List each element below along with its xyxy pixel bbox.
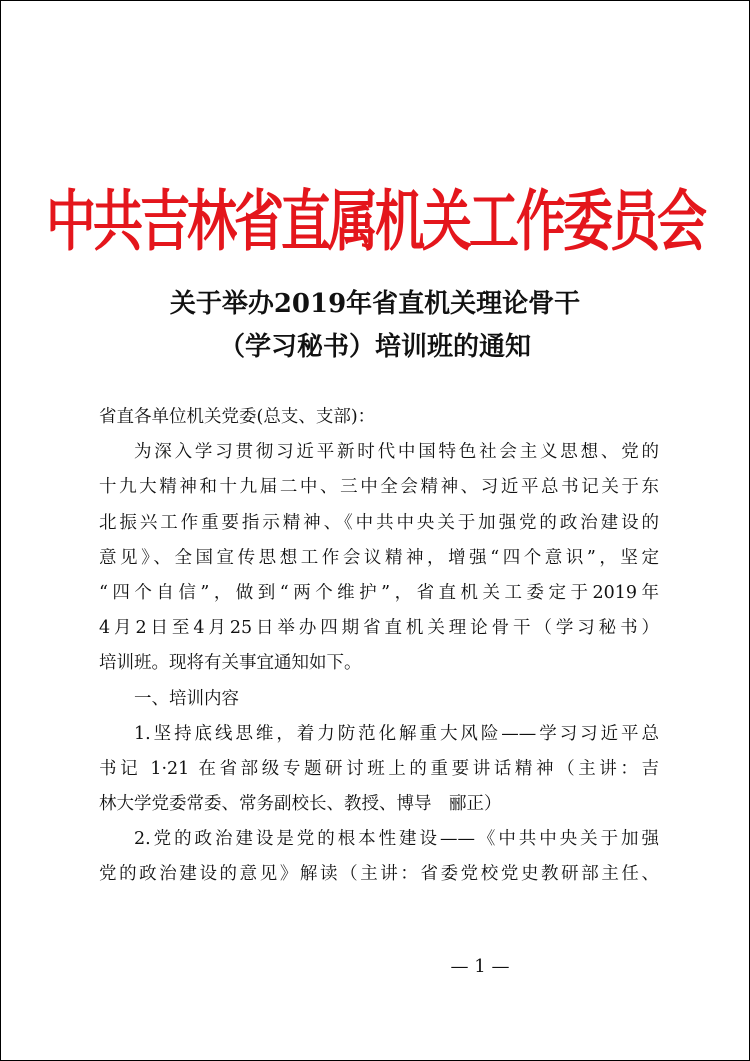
- paragraph-line: 培训班。现将有关事宜通知如下。: [99, 653, 362, 674]
- page-number: — 1 —: [450, 956, 510, 977]
- paragraph-line: 十九大精神和十九届二中、三中全会精神、习近平总书记关于东: [99, 477, 659, 498]
- notice-title-line-2: （学习秘书）培训班的通知: [218, 332, 531, 362]
- list-item-line: 2.党的政治建设是党的根本性建设——《中共中央关于加强: [134, 829, 659, 850]
- paragraph-line: 4月2日至4月25日举办四期省直机关理论骨干（学习秘书）: [99, 618, 659, 639]
- salutation: 省直各单位机关党委(总支、支部)：: [99, 407, 376, 427]
- red-masthead-org-name: 中共吉林省直属机关工作委员会: [46, 183, 704, 261]
- notice-body: [99, 400, 659, 893]
- paragraph-line: 北振兴工作重要指示精神、《中共中央关于加强党的政治建设的: [99, 512, 659, 533]
- section-heading-training-content: 一、培训内容: [134, 688, 239, 709]
- list-item-line: 1.坚持底线思维，着力防范化解重大风险——学习习近平总: [134, 723, 659, 744]
- list-item-line: 党的政治建设的意见》解读（主讲：省委党校党史教研部主任、: [99, 864, 659, 885]
- list-item-line: 书记 1·21 在省部级专题研讨班上的重要讲话精神（主讲：吉: [99, 758, 659, 779]
- list-item-line: 林大学党委常委、常务副校长、教授、博导 郦正）: [99, 794, 502, 815]
- paragraph-line: 为深入学习贯彻习近平新时代中国特色社会主义思想、党的: [134, 442, 659, 463]
- list-item-2: [99, 822, 659, 892]
- notice-title-line-1: 关于举办2019年省直机关理论骨干: [169, 289, 581, 319]
- paragraph-line: “四个自信”，做到“两个维护”，省直机关工委定于2019年: [99, 582, 659, 603]
- paragraph-line: 意见》、全国宣传思想工作会议精神，增强“四个意识”，坚定: [99, 547, 659, 568]
- paragraph-intro: [99, 435, 659, 681]
- notice-title: [1, 283, 749, 369]
- list-item-1: [99, 717, 659, 823]
